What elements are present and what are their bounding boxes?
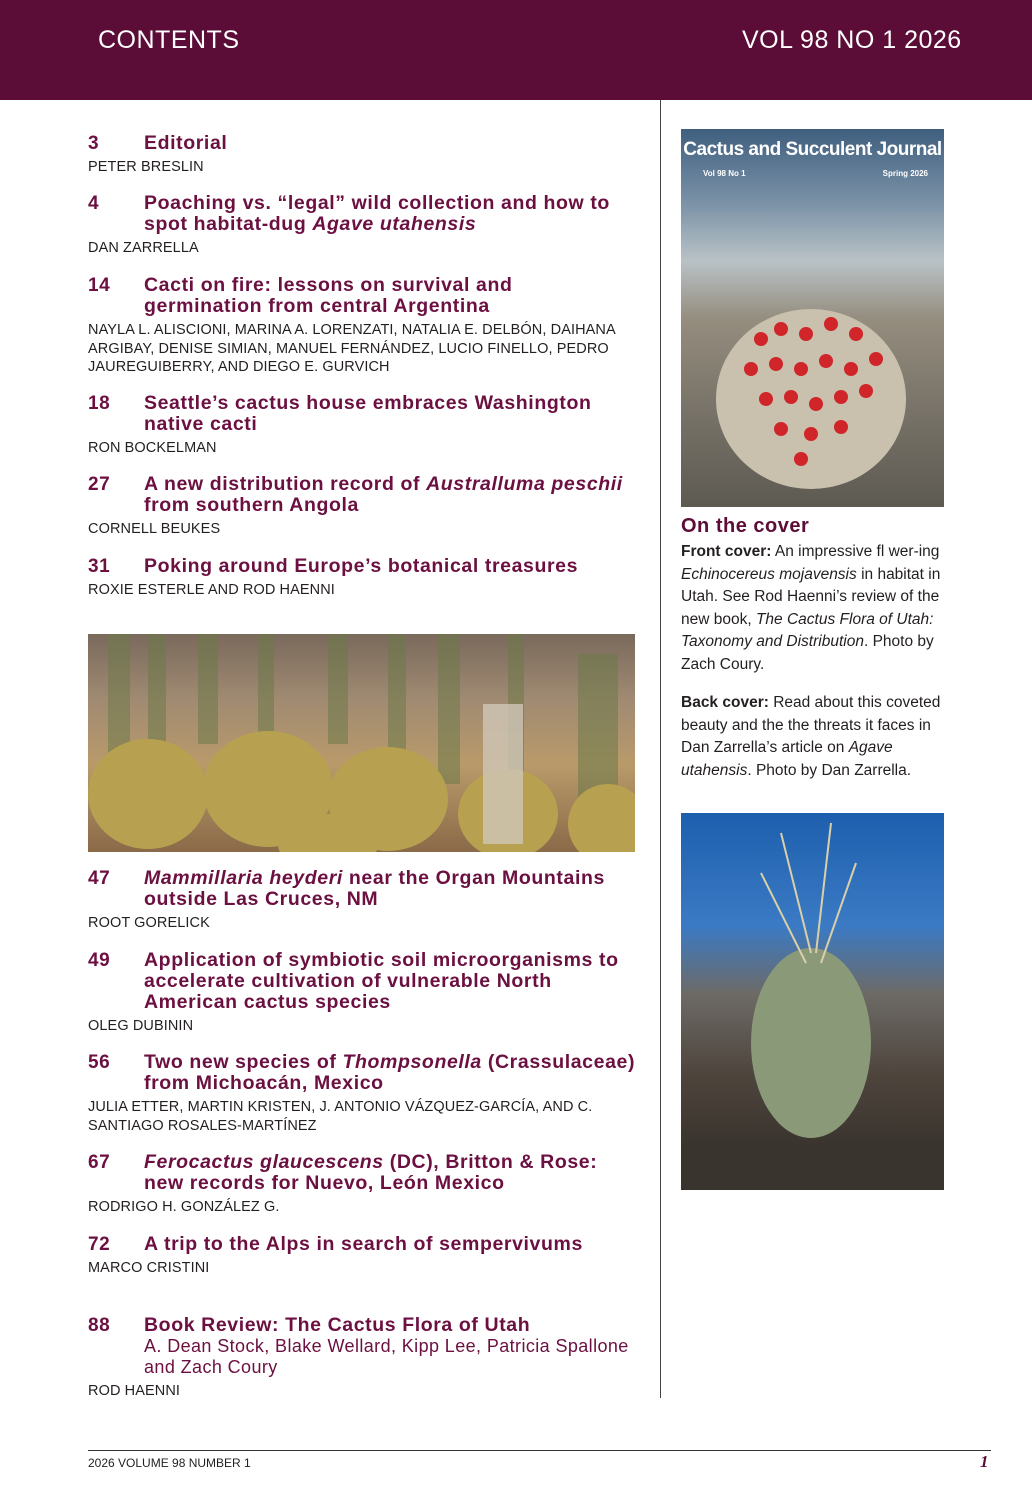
- entry-title[interactable]: [144, 275, 636, 317]
- title-text: Two new species of: [144, 1051, 343, 1073]
- entry-authors: DAN ZARRELLA: [88, 240, 199, 256]
- entry-title[interactable]: [144, 393, 636, 435]
- title-italic: Thompsonella: [342, 1051, 482, 1073]
- page-number: 1: [980, 1452, 989, 1471]
- caption-species: Agave utahensis: [681, 739, 893, 779]
- title-text: (Crassulaceae) from Michoacán, Mexico: [144, 1051, 636, 1094]
- toc-entry[interactable]: [88, 133, 636, 177]
- toc-entry[interactable]: [88, 393, 636, 458]
- front-cover-image: [681, 129, 944, 507]
- toc-entry[interactable]: [88, 1052, 636, 1135]
- entry-title[interactable]: [144, 193, 636, 235]
- toc-entry[interactable]: [88, 193, 636, 258]
- title-italic: Mammillaria heyderi: [144, 867, 343, 889]
- title-text: Seattle’s cactus house embraces Washington native cacti: [144, 392, 592, 435]
- entry-authors: RON BOCKELMAN: [88, 440, 217, 456]
- toc-entry[interactable]: [88, 868, 636, 933]
- caption-text: in habitat in Utah. See Rod Haenni’s review of the new book,: [681, 565, 941, 628]
- title-text: from southern Angola: [144, 494, 359, 516]
- toc-entry[interactable]: [88, 1152, 636, 1217]
- toc-entry[interactable]: [88, 556, 636, 600]
- entry-authors: NAYLA L. ALISCIONI, MARINA A. LORENZATI, NATALIA E. DELBÓN, DAIHANA ARGIBAY, DENISE SIMIAN, MANUEL FERNÁNDEZ, LUCIO FINELLO, PEDRO JAUREGUIBERRY, AND DIEGO E. GURVICH: [88, 322, 615, 375]
- back-cover-caption: [681, 692, 951, 782]
- entry-page-number: 27: [88, 474, 111, 495]
- entry-page-number: 49: [88, 950, 111, 971]
- caption-text: . Photo by Zach Coury.: [681, 633, 934, 673]
- entry-page-number: 67: [88, 1152, 111, 1173]
- entry-page-number: 72: [88, 1234, 111, 1255]
- front-cover-caption: [681, 541, 951, 676]
- entry-page-number: 56: [88, 1052, 111, 1073]
- cactus-flower-illustration: [681, 129, 944, 507]
- title-text: Application of symbiotic soil microorganisms to accelerate cultivation of vulnerable North American cactus species: [144, 949, 619, 1013]
- entry-authors: PETER BRESLIN: [88, 159, 204, 175]
- entry-title[interactable]: [144, 133, 636, 154]
- entry-title[interactable]: [144, 474, 636, 516]
- title-text: A trip to the Alps in search of sempervivums: [144, 1233, 583, 1255]
- caption-text: Read about this coveted beauty and the the threats it faces in Dan Zarrella’s article on: [681, 694, 941, 756]
- caption-text: An impressive fl wer-ing: [771, 543, 940, 560]
- entry-authors: RODRIGO H. GONZÁLEZ G.: [88, 1199, 280, 1215]
- toc-entry[interactable]: [88, 950, 636, 1036]
- toc-entry[interactable]: [88, 1234, 636, 1278]
- footer-issue: 2026 VOLUME 98 NUMBER 1: [88, 1456, 251, 1470]
- caption-text: . Photo by Dan Zarrella.: [747, 761, 912, 779]
- toc-entry[interactable]: [88, 474, 636, 539]
- entry-page-number: 18: [88, 393, 111, 414]
- entry-page-number: 47: [88, 868, 111, 889]
- section-title: CONTENTS: [98, 26, 240, 54]
- toc-entry[interactable]: [88, 1315, 636, 1401]
- cover-journal-title: Cactus and Succulent Journal: [683, 139, 942, 160]
- entry-title[interactable]: [144, 1315, 636, 1336]
- title-italic: Australluma peschii: [426, 473, 623, 495]
- title-text: (DC), Britton & Rose: new records for Nuevo, León Mexico: [144, 1151, 598, 1194]
- entry-title[interactable]: [144, 1234, 636, 1255]
- entry-authors: JULIA ETTER, MARTIN KRISTEN, J. ANTONIO VÁZQUEZ-GARCÍA, AND C. SANTIAGO ROSALES-MARTÍNEZ: [88, 1099, 593, 1134]
- title-text: Cacti on fire: lessons on survival and germination from central Argentina: [144, 274, 513, 317]
- caption-species: Echinocereus mojavensis: [681, 565, 857, 583]
- title-text: A new distribution record of: [144, 473, 427, 495]
- title-text: Book Review: The Cactus Flora of Utah: [144, 1314, 531, 1336]
- header-bar: [0, 0, 1032, 100]
- title-text: Editorial: [144, 132, 228, 154]
- entry-authors: OLEG DUBININ: [88, 1018, 194, 1034]
- title-text: Poaching vs. “legal” wild collection and how to spot habitat-dug: [144, 192, 610, 235]
- entry-title[interactable]: [144, 1152, 636, 1194]
- caption-book-title: The Cactus Flora of Utah: Taxonomy and Distribution: [681, 610, 934, 650]
- entry-page-number: 14: [88, 275, 111, 296]
- entry-authors: ROXIE ESTERLE AND ROD HAENNI: [88, 582, 335, 598]
- entry-title[interactable]: [144, 556, 636, 577]
- entry-page-number: 4: [88, 193, 100, 214]
- cover-season: Spring 2026: [882, 169, 928, 178]
- entry-authors: ROD HAENNI: [88, 1383, 181, 1399]
- cactus-illustration: [88, 634, 635, 852]
- toc-entry[interactable]: [88, 275, 636, 377]
- title-italic: Ferocactus glaucescens: [144, 1151, 384, 1173]
- footer-rule: [88, 1450, 991, 1451]
- title-text: Poking around Europe’s botanical treasures: [144, 555, 579, 577]
- entry-authors: MARCO CRISTINI: [88, 1260, 210, 1276]
- entry-subtitle: A. Dean Stock, Blake Wellard, Kipp Lee, Patricia Spallone and Zach Coury: [144, 1336, 629, 1377]
- on-the-cover-heading: On the cover: [681, 515, 810, 537]
- entry-page-number: 3: [88, 133, 100, 154]
- botanical-garden-cactus-photo: [88, 634, 635, 852]
- back-cover-image: [681, 813, 944, 1190]
- entry-title[interactable]: [144, 868, 636, 910]
- issue-label: VOL 98 NO 1 2026: [742, 26, 962, 54]
- entry-authors: ROOT GORELICK: [88, 915, 210, 931]
- back-cover-label: Back cover:: [681, 694, 769, 711]
- agave-illustration: [681, 813, 944, 1190]
- column-divider: [660, 100, 661, 1398]
- title-italic: Agave utahensis: [312, 213, 477, 235]
- front-cover-label: Front cover:: [681, 543, 772, 560]
- entry-title[interactable]: [144, 950, 636, 1013]
- cover-volume: Vol 98 No 1: [703, 169, 746, 178]
- title-text: near the Organ Mountains outside Las Cruces, NM: [144, 867, 605, 910]
- entry-title[interactable]: [144, 1052, 636, 1094]
- entry-page-number: 88: [88, 1315, 111, 1336]
- entry-page-number: 31: [88, 556, 111, 577]
- entry-authors: CORNELL BEUKES: [88, 521, 221, 537]
